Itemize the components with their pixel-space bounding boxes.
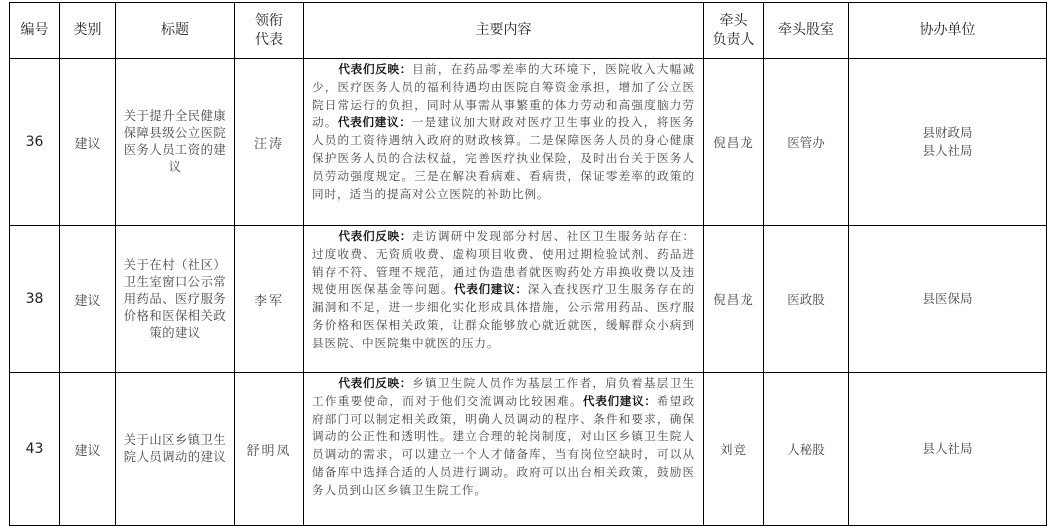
reflect-text: 目前，在药品零差率的大环境下，医院收入大幅减少，医疗医务人员的福利待遇均由医院自筹资金承担，增加了公立医院日常运行的负担，同时从事需从事繁重的体力劳动和高强度脑力劳动。 xyxy=(312,62,695,130)
header-lead xyxy=(235,3,304,59)
table-row xyxy=(10,59,1047,226)
header-category: 类别 xyxy=(60,3,116,59)
reflect-label: 代表们反映： xyxy=(338,376,413,390)
header-person-line2: 负责人 xyxy=(712,31,755,48)
header-num: 编号 xyxy=(10,3,60,59)
header-person-line1: 牵头 xyxy=(719,12,748,29)
row-lead: 舒明凤 xyxy=(235,373,304,526)
header-content: 主要内容 xyxy=(304,3,704,59)
header-coop: 协办单位 xyxy=(849,3,1047,59)
suggestion-table xyxy=(9,2,1047,526)
row-coop xyxy=(849,59,1047,226)
row-num: 38 xyxy=(10,226,60,373)
header-lead-line1: 领衔 xyxy=(255,12,283,29)
header-lead-line2: 代表 xyxy=(255,31,283,48)
row-person: 倪昌龙 xyxy=(704,59,764,226)
header-row xyxy=(10,3,1047,59)
suggest-label: 代表们建议： xyxy=(582,393,657,408)
reflect-label: 代表们反映： xyxy=(338,62,413,76)
suggest-text: 一是建议加大财政对医疗卫生事业的投入，将医务人员的工资待遇纳入政府的财政核算。二是保障医务人员的身心健康保护医务人员的合法权益，完善医疗执业保险，及时出台关于医务人员劳动强度规定。三是在解决看病难、看病贵，保证零差率的政策的同时，适当的提高对公立医院的补助比例。 xyxy=(312,115,695,201)
row-person: 刘竞 xyxy=(704,373,764,526)
row-title: 关于山区乡镇卫生院人员调动的建议 xyxy=(116,373,235,526)
row-coop: 县医保局 xyxy=(849,226,1047,373)
row-content xyxy=(304,373,704,526)
suggest-text: 希望政府部门可以制定相关政策，明确人员调动的程序、条件和要求，确保调动的公正性和透明性。建立合理的轮岗制度，对山区乡镇卫生院人员调动的需求，可以建立一个人才储备库，当有岗位空缺时，可以从储备库中选择合适的人员进行调动。政府可以出台相关政策，鼓励医务人员到山区乡镇卫生院工作。 xyxy=(312,393,695,497)
reflect-text: 走访调研中发现部分村居、社区卫生服务站存在：过度收费、无资质收费、虚构项目收费、使用过期检验试剂、药品进销存不符、管理不规范，通过伪造患者就医购药处方串换收费以及违规使用医保基金等问题。 xyxy=(312,229,695,297)
row-title: 关于提升全民健康保障县级公立医院医务人员工资的建议 xyxy=(116,59,235,226)
reflect-label: 代表们反映： xyxy=(338,229,413,243)
coop-line1: 县财政局 xyxy=(922,125,973,140)
row-title: 关于在村（社区）卫生室窗口公示常用药品、医疗服务价格和医保相关政策的建议 xyxy=(116,226,235,373)
row-category: 建议 xyxy=(60,226,116,373)
suggest-label: 代表们建议： xyxy=(453,282,528,297)
coop-line2: 县人社局 xyxy=(922,143,973,158)
row-office: 人秘股 xyxy=(764,373,849,526)
reflect-text: 乡镇卫生院人员作为基层工作者，肩负着基层卫生工作重要使命，而对于他们交流调动比较困难。 xyxy=(312,376,695,408)
header-person xyxy=(704,3,764,59)
row-coop: 县人社局 xyxy=(849,373,1047,526)
row-lead: 汪涛 xyxy=(235,59,304,226)
header-title: 标题 xyxy=(116,3,235,59)
row-content xyxy=(304,226,704,373)
header-office: 牵头股室 xyxy=(764,3,849,59)
row-lead: 李军 xyxy=(235,226,304,373)
table-row xyxy=(10,373,1047,526)
row-person: 倪昌龙 xyxy=(704,226,764,373)
row-office: 医政股 xyxy=(764,226,849,373)
row-category: 建议 xyxy=(60,373,116,526)
table-row xyxy=(10,226,1047,373)
suggest-text: 深入查找医疗卫生服务存在的漏洞和不足，进一步细化实化形成具体措施，公示常用药品、医疗服务价格和医保相关政策，让群众能够放心就近就医，缓解群众小病到县医院、中医院集中就医的压力。 xyxy=(312,282,696,350)
row-category: 建议 xyxy=(60,59,116,226)
row-content xyxy=(304,59,704,226)
row-num: 36 xyxy=(10,59,60,226)
row-num: 43 xyxy=(10,373,60,526)
row-office: 医管办 xyxy=(764,59,849,226)
suggest-label: 代表们建议： xyxy=(337,115,412,130)
